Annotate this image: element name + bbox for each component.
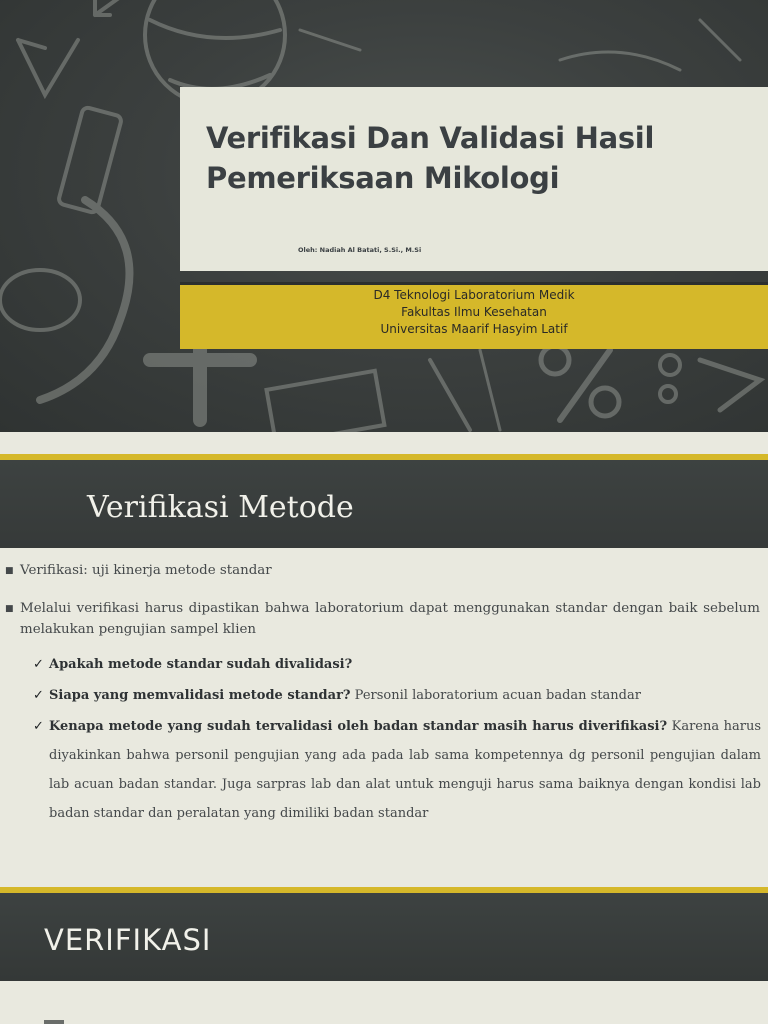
verifikasi-slide: [0, 887, 768, 1024]
institution-line: Fakultas Ilmu Kesehatan: [401, 305, 547, 319]
arrow-doodle: [95, 0, 130, 15]
square-bullet-icon: ■: [5, 604, 14, 614]
partial-bullet-icon: [44, 1020, 64, 1024]
check-question: Siapa yang memvalidasi metode standar?: [49, 688, 351, 703]
slide-header: [0, 454, 768, 548]
check-item: [33, 681, 768, 710]
checkmark-icon: ✓: [33, 657, 44, 672]
slide-title: Verifikasi Metode: [87, 490, 354, 525]
bullet-text: Melalui verifikasi harus dipastikan bahwa laboratorium dapat menggunakan standar dengan baik sebelum melakukan pengujian sampel klien: [20, 601, 760, 637]
check-question: Apakah metode standar sudah divalidasi?: [49, 657, 353, 672]
check-item: [33, 650, 768, 679]
author-line: Oleh: Nadiah Al Batati, S.Si., M.Si: [298, 246, 422, 254]
check-question: Kenapa metode yang sudah tervalidasi oleh badan standar masih harus diverifikasi?: [49, 719, 668, 734]
institution-line: Universitas Maarif Hasyim Latif: [380, 322, 568, 336]
verifikasi-metode-slide: [0, 454, 768, 888]
square-bullet-icon: ■: [5, 566, 14, 576]
bullet-item: [5, 598, 760, 640]
book-doodle: [266, 371, 384, 432]
slide-header: [0, 887, 768, 981]
check-item: [33, 712, 762, 828]
institution-line: D4 Teknologi Laboratorium Medik: [373, 288, 575, 302]
check-answer: Karena harus diyakinkan bahwa personil pengujian yang ada pada lab sama kompetennya dg personil pengujian dalam lab acuan badan standar. Juga sarpras lab dan alat untuk menguji harus sama baiknya dengan kondisi lab badan standar dan peralatan yang dimiliki badan standar: [49, 719, 762, 821]
microscope-doodle: [58, 107, 123, 214]
slide-title: VERIFIKASI: [44, 923, 212, 957]
check-answer: Personil laboratorium acuan badan standar: [350, 688, 641, 703]
presentation-title: Verifikasi Dan Validasi Hasil Pemeriksaan Mikologi: [206, 121, 655, 195]
title-slide: [0, 0, 768, 432]
bullet-item: [5, 560, 272, 581]
institution-block: [180, 287, 768, 338]
checkmark-doodle: [18, 40, 78, 95]
checkmark-icon: ✓: [33, 719, 44, 734]
checkmark-icon: ✓: [33, 688, 44, 703]
bullet-text: Verifikasi: uji kinerja metode standar: [20, 563, 272, 578]
